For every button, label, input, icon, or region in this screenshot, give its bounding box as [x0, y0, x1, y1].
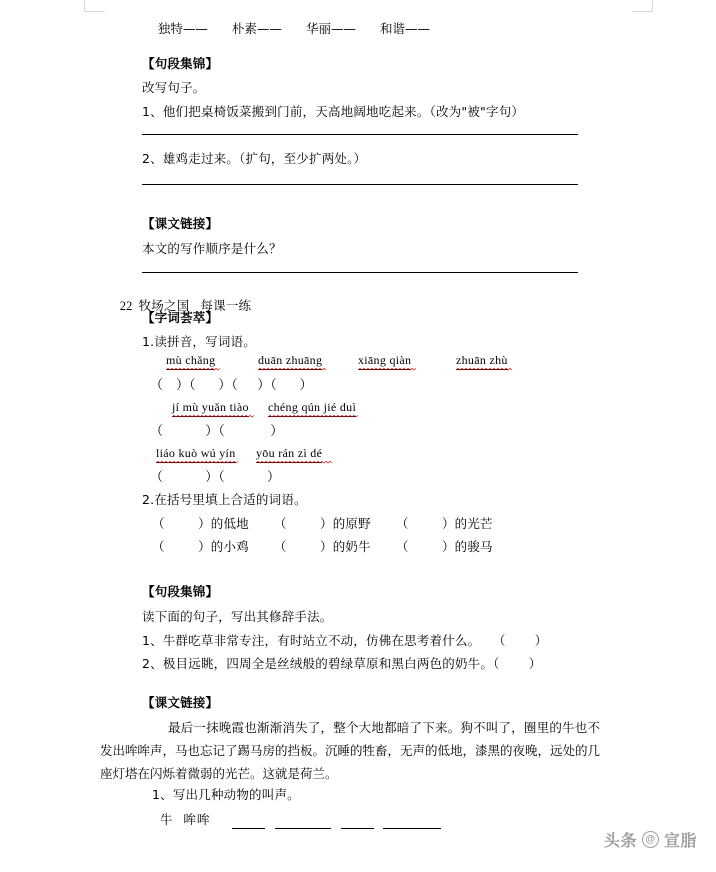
fill-blanks-row-2: （ ）的小鸡 （ ）的奶牛 （ ）的骏马	[152, 539, 493, 554]
matching-word-2: 朴素——	[231, 20, 282, 36]
answer-rule-a1	[142, 134, 578, 135]
section-a-question-1: 1、他们把桌椅饭菜搬到门前，天高地阔地吃起来。（改为"被"字句）	[142, 104, 525, 119]
vocab-answer-parens-row-2: （ ）（ ）	[150, 423, 284, 438]
answer-rule-a2	[142, 184, 578, 185]
spellcheck-underline-6	[268, 415, 358, 418]
pinyin-duan-zhuang: duān zhuāng	[258, 353, 322, 370]
answer-blank-2	[275, 828, 331, 829]
page-margin-mark-top-right	[632, 0, 653, 12]
pinyin-xiang-qian: xiāng qiàn	[358, 353, 411, 370]
section-heading-vocabulary: 【字词荟萃】	[142, 310, 219, 325]
section-heading-sentence-collection-2: 【句段集锦】	[142, 584, 219, 599]
spellcheck-underline-1	[166, 368, 220, 371]
at-symbol-icon: @	[642, 831, 659, 848]
section-heading-sentence-collection-1: 【句段集锦】	[142, 56, 219, 71]
lesson-title-text: 牧场之国	[138, 297, 190, 313]
fill-blanks-instruction: 2.在括号里填上合适的词语。	[142, 492, 307, 507]
answer-blank-4	[383, 828, 441, 829]
fill-blanks-row-1: （ ）的低地 （ ）的原野 （ ）的光芒	[152, 516, 493, 531]
pinyin-cheng-qun-jie-dui: chéng qún jié duì	[268, 400, 356, 417]
section-a-instruction: 改写句子。	[142, 80, 206, 95]
pinyin-mu-chang: mù chǎng	[166, 353, 215, 370]
vocab-answer-parens-row-1: （ ）（ ）（ ）（ ）	[150, 377, 313, 392]
section-c-instruction: 读下面的句子，写出其修辞手法。	[142, 609, 333, 624]
answer-rule-b1	[142, 272, 578, 273]
toutiao-watermark	[604, 828, 697, 851]
vocab-instruction: 1.读拼音，写词语。	[142, 334, 256, 349]
animal-sound-example: 牛 哞哞	[160, 812, 211, 827]
pinyin-ji-mu-yuan-tiao: jí mù yuǎn tiào	[172, 400, 249, 417]
pinyin-zhuan-zhu: zhuān zhù	[456, 353, 508, 370]
watermark-handle: 宣脂	[664, 831, 698, 850]
answer-blank-1	[232, 828, 265, 829]
section-heading-text-link-2: 【课文链接】	[142, 695, 219, 710]
matching-word-1: 独特——	[157, 20, 208, 36]
matching-word-3: 华丽——	[305, 20, 356, 36]
spellcheck-underline-4	[456, 368, 513, 371]
spellcheck-underline-8	[256, 461, 332, 464]
pinyin-you-ran-zi-de: yōu rán zì dé	[256, 446, 322, 463]
reading-passage: 最后一抹晚霞也渐渐消失了，整个大地都暗了下来。狗不叫了，圈里的牛也不发出哞哞声，马也忘记了踢马房的挡板。沉睡的牲畜，无声的低地，漆黑的夜晚，远处的几座灯塔在闪烁着微弱的光芒。这就是荷兰。	[100, 720, 601, 781]
spellcheck-underline-2	[258, 368, 326, 371]
section-c-question-1: 1、牛群吃草非常专注，有时站立不动，仿佛在思考着什么。 （ ）	[142, 633, 548, 648]
lesson-number: 22	[119, 298, 133, 313]
section-a-question-2: 2、雄鸡走过来。（扩句，至少扩两处。）	[142, 151, 367, 166]
section-c-question-2: 2、极目远眺，四周全是丝绒般的碧绿草原和黑白两色的奶牛。（ ）	[142, 656, 542, 671]
matching-word-row	[142, 10, 430, 48]
section-b-question: 本文的写作顺序是什么？	[142, 241, 282, 256]
pinyin-liao-kuo-wu-yin: liáo kuò wú yín	[156, 446, 236, 463]
section-d-question-1: 1、写出几种动物的叫声。	[152, 787, 300, 802]
answer-blank-3	[341, 828, 374, 829]
spellcheck-underline-5	[172, 415, 254, 418]
lesson-subtitle: 每课一练	[200, 297, 252, 313]
watermark-brand: 头条	[604, 831, 638, 850]
spellcheck-underline-3	[358, 368, 416, 371]
page-margin-mark-top-left	[84, 0, 105, 12]
spellcheck-underline-7	[156, 461, 238, 464]
vocab-answer-parens-row-3: （ ）（ ）	[150, 469, 281, 484]
matching-word-4: 和谐——	[379, 20, 430, 36]
section-heading-text-link-1: 【课文链接】	[142, 216, 219, 231]
